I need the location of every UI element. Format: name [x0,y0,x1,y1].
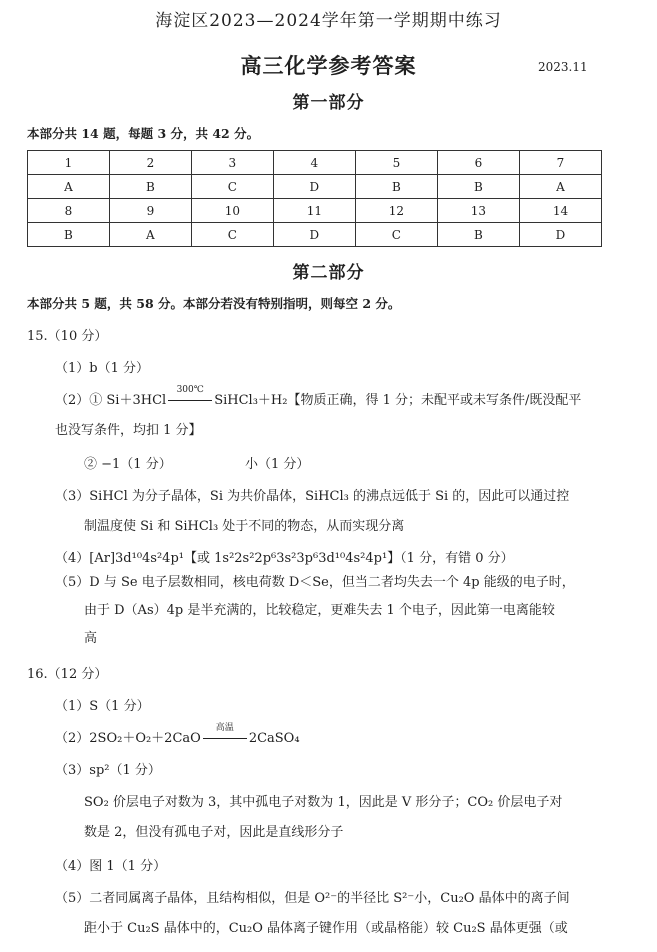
q16-answer-3-line3: 数是 2，但没有孤电子对，因此是直线形分子 [84,825,344,840]
table-cell: D [273,175,355,199]
table-cell: C [355,223,437,247]
q15-answer-5-line3: 高 [84,631,98,646]
table-cell: 13 [437,199,519,223]
q15-answer-2b-right: 小（1 分） [245,457,310,472]
table-cell: B [109,175,191,199]
table-cell: A [28,175,110,199]
part2-heading: 第二部分 [292,263,365,283]
q16-answer-3: （3）sp²（1 分） [55,763,161,778]
table-row [28,151,602,175]
table-cell: B [437,223,519,247]
part2-intro: 本部分共 5 题，共 58 分。本部分若没有特别指明，则每空 2 分。 [27,296,401,311]
table-cell: D [273,223,355,247]
equation-products: SiHCl₃＋H₂ [214,393,288,408]
table-cell: 12 [355,199,437,223]
table-cell: 8 [28,199,110,223]
q16-answer-5-line1: （5）二者同属离子晶体，且结构相似，但是 O²⁻的半径比 S²⁻小，Cu₂O 晶体中的离子间 [55,891,570,906]
q15-answer-2b-left: ② −1（1 分） [84,457,172,472]
table-row [28,223,602,247]
table-cell: D [519,223,601,247]
q15-answer-5-line2: 由于 D（As）4p 是半充满的，比较稳定，更难失去 1 个电子，因此第一电离能较 [84,603,555,618]
table-cell: 3 [191,151,273,175]
equation-products: 2CaSO₄ [248,731,300,746]
table-cell: B [437,175,519,199]
q15-answer-2-line1 [55,385,582,410]
table-cell: 11 [273,199,355,223]
exam-header: 海淀区2023—2024学年第一学期期中练习 [155,11,502,31]
part1-heading: 第一部分 [292,93,365,113]
table-cell: A [519,175,601,199]
table-cell: B [355,175,437,199]
q16-answer-5-line2: 距小于 Cu₂S 晶体中的，Cu₂O 晶体离子键作用（或晶格能）较 Cu₂S 晶体更强（或 [84,921,568,936]
q15-answer-3-line2: 制温度使 Si 和 SiHCl₃ 处于不同的物态，从而实现分离 [84,519,405,534]
page-title: 高三化学参考答案 [240,53,417,78]
table-cell: 4 [273,151,355,175]
q16-answer-2 [55,723,300,748]
answer-table [27,150,602,247]
q15-answer-5-line1: （5）D 与 Se 电子层数相同，核电荷数 D＜Se，但当二者均失去一个 4p 能级的电子时， [55,575,575,590]
table-cell: B [28,223,110,247]
table-cell: 5 [355,151,437,175]
q16-answer-3-line2: SO₂ 价层电子对数为 3，其中孤电子对数为 1，因此是 V 形分子；CO₂ 价层电子对 [84,795,563,810]
q15-answer-1: （1）b（1 分） [55,361,149,376]
q15-answer-2-line2: 也没写条件，均扣 1 分】 [55,423,202,438]
equation-reactants: （2）① Si＋3HCl [55,393,167,408]
q16-answer-4: （4）图 1（1 分） [55,859,167,874]
q16-answer-1: （1）S（1 分） [55,699,150,714]
table-cell: 10 [191,199,273,223]
table-cell: 2 [109,151,191,175]
table-cell: 14 [519,199,601,223]
table-cell: C [191,223,273,247]
date-label: 2023.11 [538,60,588,74]
table-cell: 6 [437,151,519,175]
equation-reactants: （2）2SO₂＋O₂＋2CaO [55,731,201,746]
reaction-condition: 高温 [203,730,247,748]
q16-heading: 16.（12 分） [27,667,108,682]
part1-intro: 本部分共 14 题，每题 3 分，共 42 分。 [27,126,260,141]
table-cell: 1 [28,151,110,175]
table-cell: 7 [519,151,601,175]
table-cell: 9 [109,199,191,223]
q15-heading: 15.（10 分） [27,329,108,344]
scoring-note: 【物质正确，得 1 分；未配平或未写条件/既没配平 [287,393,582,408]
q15-answer-3-line1: （3）SiHCl 为分子晶体，Si 为共价晶体，SiHCl₃ 的沸点远低于 Si 的，因此可以通过控 [55,489,570,504]
table-cell: A [109,223,191,247]
reaction-condition: 300℃ [168,392,212,410]
table-row [28,175,602,199]
table-row [28,199,602,223]
q15-answer-4: （4）[Ar]3d¹⁰4s²4p¹【或 1s²2s²2p⁶3s²3p⁶3d¹⁰4s²4p¹】（1 分，有错 0 分） [55,551,514,566]
table-cell: C [191,175,273,199]
